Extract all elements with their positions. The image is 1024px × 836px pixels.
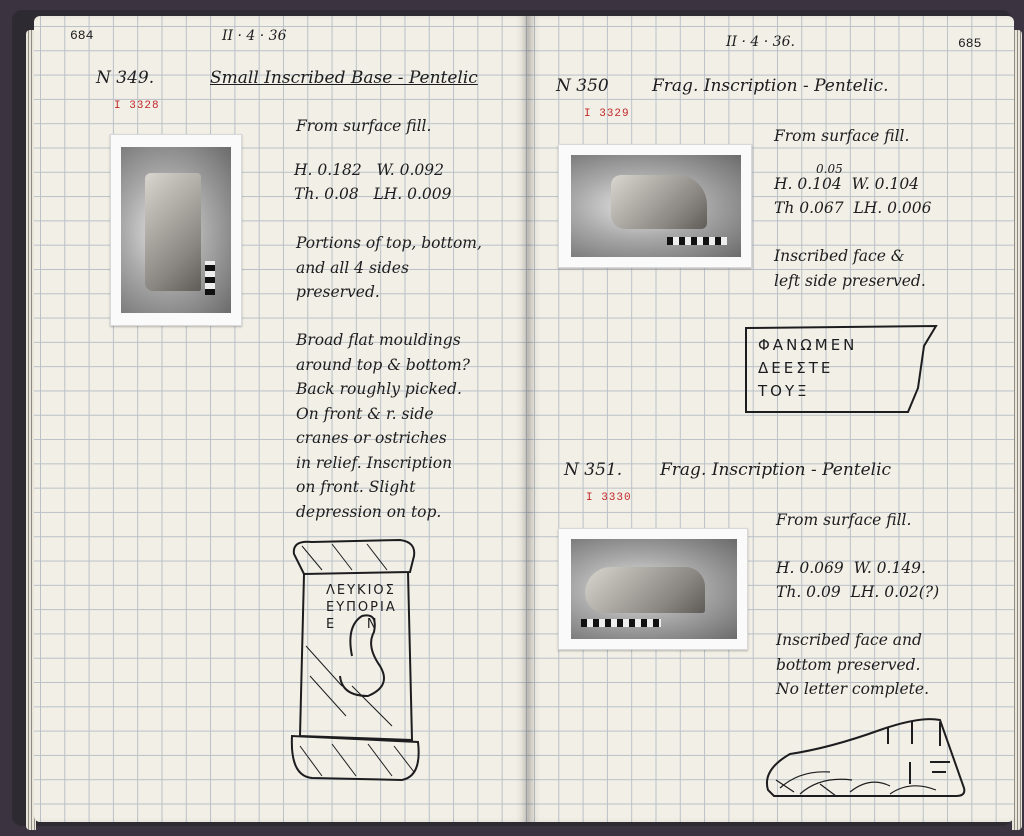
inventory-number: I 3330 — [586, 492, 632, 504]
note-preservation: Inscribed face & left side preserved. — [774, 247, 926, 290]
inventory-number: I 3329 — [584, 108, 630, 120]
dimensions-line-1: H. 0.104 W. 0.104 — [774, 175, 920, 193]
photo-card — [558, 528, 748, 650]
entry-number: N 349. — [96, 68, 155, 88]
fragment-stone — [611, 175, 707, 229]
page-date: II · 4 · 36. — [726, 34, 795, 50]
fragment-stone — [585, 567, 705, 613]
photo-card — [110, 134, 242, 326]
dimensions-line-2: Th 0.067 LH. 0.006 — [774, 199, 932, 217]
note-description: Broad flat mouldings around top & bottom? Back roughly picked. On front & r. side cranes or ostriches in relief. Inscription on front. Slight depression on top. — [296, 331, 470, 521]
entry-title: Small Inscribed Base - Pentelic — [210, 68, 478, 88]
dimensions-line-2: Th. 0.08 LH. 0.009 — [294, 185, 452, 203]
base-sketch — [282, 536, 432, 786]
source-text: From surface fill. — [776, 511, 912, 529]
dimension-correction: 0.05 — [816, 162, 843, 176]
photo-card — [558, 144, 752, 268]
source-text: From surface fill. — [296, 117, 432, 135]
scale-bar — [205, 261, 215, 295]
note-preservation: Portions of top, bottom, and all 4 sides preserved. — [296, 234, 482, 301]
scale-bar — [581, 619, 661, 627]
note-preservation: Inscribed face and bottom preserved. No letter complete. — [776, 631, 930, 698]
source-text: From surface fill. — [774, 127, 910, 145]
dimensions-line-2: Th. 0.09 LH. 0.02(?) — [776, 583, 940, 601]
page-number: 685 — [958, 36, 982, 51]
fragment-sketch — [760, 710, 970, 802]
right-page — [528, 16, 1014, 822]
fragment-photo — [571, 539, 737, 639]
page-date: II · 4 · 36 — [222, 28, 287, 44]
stone-photo — [121, 147, 231, 313]
fragment-photo — [571, 155, 741, 257]
dimensions-line-1: H. 0.069 W. 0.149. — [776, 559, 926, 577]
notebook-spread — [12, 10, 1012, 826]
entry-number: N 350 — [556, 76, 609, 96]
scale-bar — [667, 237, 727, 245]
base-sketch-inscription: ΛΕΥΚΙΟΣ ΕΥΠΟΡΙΑ Ε Ν — [326, 583, 397, 632]
entry-number: N 351. — [564, 460, 623, 480]
inventory-number: I 3328 — [114, 100, 160, 112]
base-block — [145, 173, 201, 291]
left-page — [34, 16, 528, 822]
page-number: 684 — [70, 28, 94, 43]
dimensions-line-1: H. 0.182 W. 0.092 — [294, 161, 444, 179]
fragment-sketch-inscription: ΦΑΝΩΜΕΝ ΔΕΕΣΤΕ ΤΟΥΞ — [758, 336, 858, 400]
entry-title: Frag. Inscription - Pentelic. — [652, 76, 889, 96]
entry-title: Frag. Inscription - Pentelic — [660, 460, 892, 480]
